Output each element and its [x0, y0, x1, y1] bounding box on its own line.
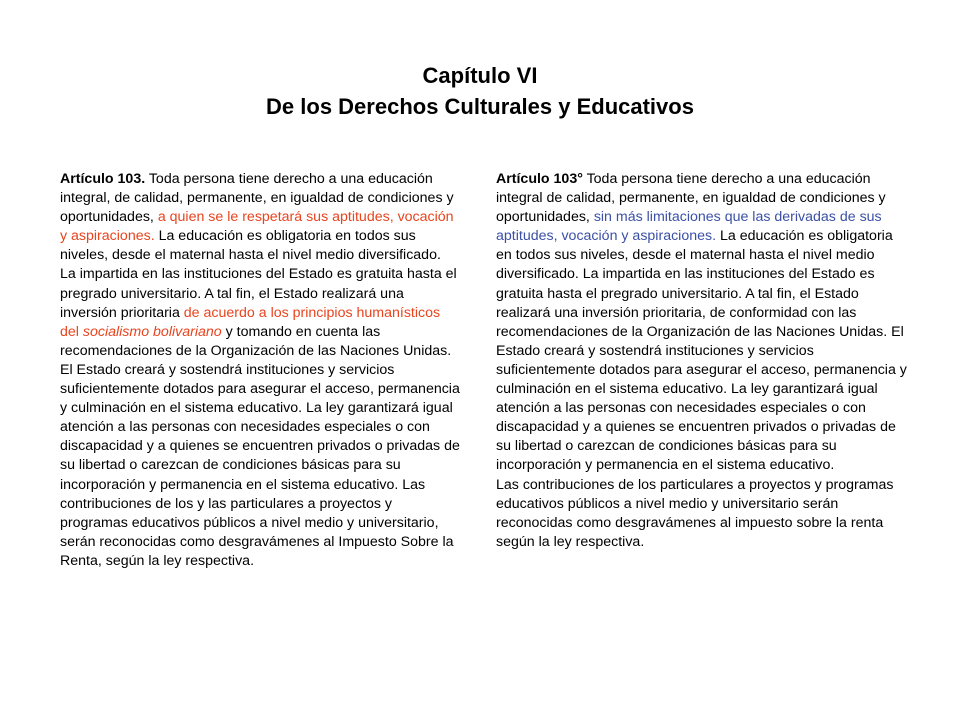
article-text-segment: Toda persona tiene derecho a una educación integral, de calidad, permanente, en igualdad de condiciones y oportunidades, [60, 171, 454, 226]
article-text-segment: La educación es obligatoria en todos sus niveles, desde el maternal hasta el nivel medio diversificado. La impartida en las instituciones del Estado es gratuita hasta el pregrado universitario. A tal fin, el Estado realizará una inversión prioritaria, de conformidad con las recomendaciones de la Organización de las Naciones Unidas. El Estado creará y sostendrá instituciones y servicios suficientemente dotados para asegurar el acceso, permanencia y culminación en el sistema educativo. La ley garantizará igual atención a las personas con necesidades especiales o con discapacidad y a quienes se encuentren privados o privadas de su libertad o carezcan de condiciones básicas para su incorporación y permanencia en el sistema educativo. [496, 228, 907, 474]
highlighted-text-red: a quien se le respetará sus aptitudes, vocación y aspiraciones. [60, 209, 454, 245]
article-103-reform-column [496, 170, 908, 552]
highlighted-text-red-italic: socialismo bolivariano [82, 323, 222, 340]
article-label: Artículo 103° [496, 171, 583, 187]
highlighted-text-blue: sin más limitaciones que las derivadas de sus aptitudes, vocación y aspiraciones. [496, 209, 882, 245]
chapter-heading: De los Derechos Culturales y Educativos [266, 94, 694, 119]
highlighted-text-red: de acuerdo a los principios humanísticos del [60, 304, 441, 340]
chapter-title [0, 60, 960, 122]
article-103-reform-text [496, 170, 908, 476]
article-103-reform-paragraph-2: Las contribuciones de los particulares a proyectos y programas educativos públicos a nivel medio y universitario serán reconocidas como desgravámenes al impuesto sobre la renta según la ley respectiva. [496, 476, 894, 550]
article-label: Artículo 103. [60, 171, 146, 187]
article-103-original-text [60, 170, 460, 571]
chapter-number: Capítulo VI [422, 63, 538, 88]
article-103-original-column [60, 170, 460, 571]
article-text-segment: Toda persona tiene derecho a una educación integral de calidad, permanente, en igualdad de condiciones y oportunidades, [496, 171, 886, 226]
article-text-segment: La educación es obligatoria en todos sus niveles, desde el maternal hasta el nivel medio diversificado. La impartida en las instituciones del Estado es gratuita hasta el pregrado universitario. A tal fin, el Estado realizará una inversión prioritaria [60, 228, 457, 321]
article-text-segment: y tomando en cuenta las recomendaciones de la Organización de las Naciones Unidas. El Estado creará y sostendrá instituciones y servicios suficientemente dotados para asegurar el acceso, permanencia y culminación en el sistema educativo. La ley garantizará igual atención a las personas con necesidades especiales o con discapacidad y a quienes se encuentren privados o privadas de su libertad o carezcan de condiciones básicas para su incorporación y permanencia en el sistema educativo. Las contribuciones de los y las particulares a proyectos y programas educativos públicos a nivel medio y universitario, serán reconocidas como desgravámenes al Impuesto Sobre la Renta, según la ley respectiva. [60, 323, 460, 569]
